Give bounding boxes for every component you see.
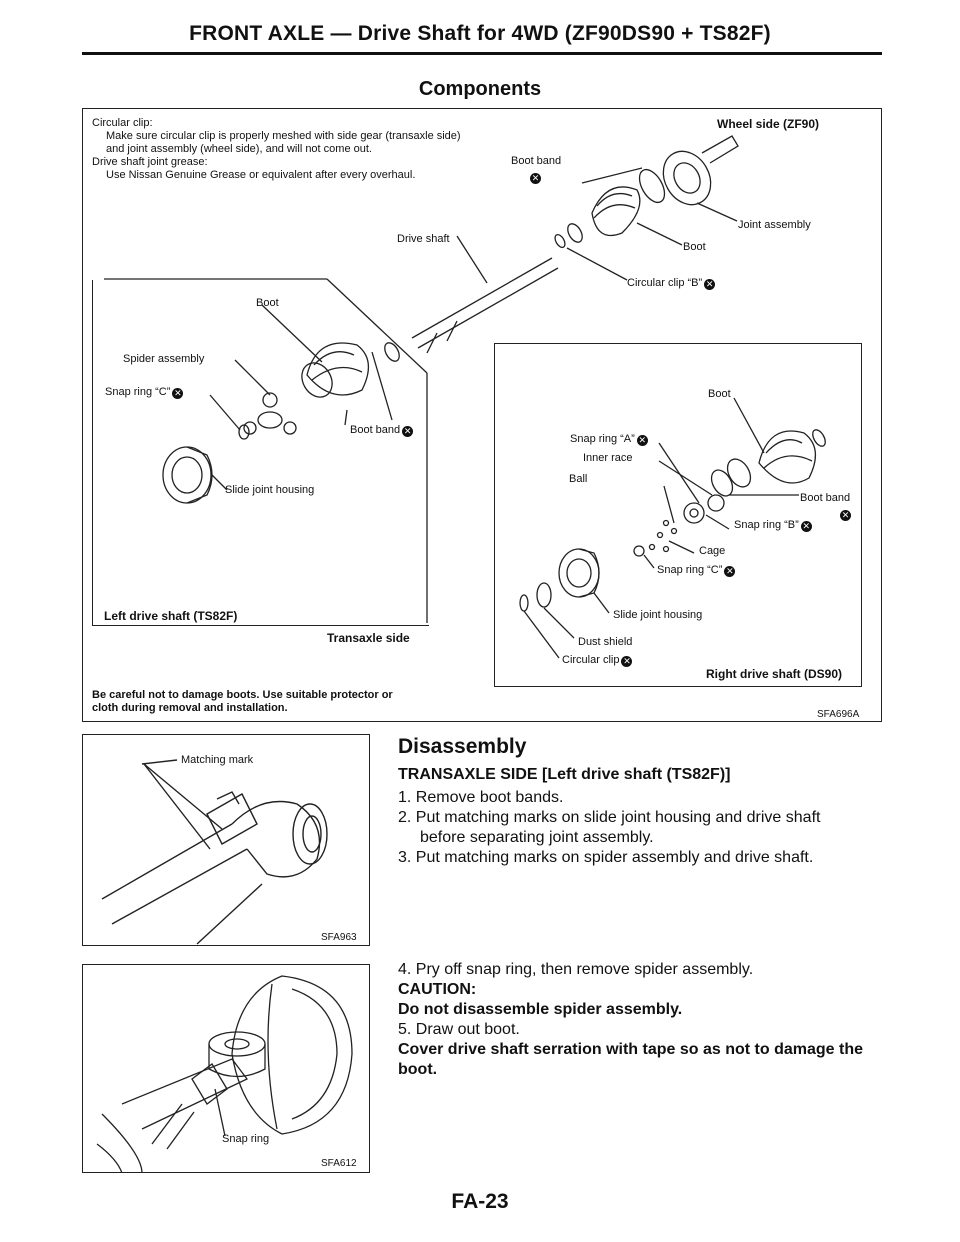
transaxle-side-label: Transaxle side [327,631,410,645]
right-snap-ring-a-label: Snap ring “A” ✕ [570,433,647,445]
right-snap-ring-b-label: Snap ring “B” ✕ [734,519,811,531]
left-snap-ring-c-label: Snap ring “C” ✕ [105,386,182,398]
wheel-joint-assembly-label: Joint assembly [738,219,811,231]
right-inner-race-label: Inner race [583,452,633,464]
wheel-boot-label: Boot [683,241,706,253]
non-reusable-icon: ✕ [802,521,811,531]
non-reusable-icon: ✕ [726,566,734,576]
left-slide-joint-housing-label: Slide joint housing [225,484,315,496]
non-reusable-icon: ✕ [705,279,714,289]
left-spider-assembly-label: Spider assembly [123,353,205,365]
right-drive-shaft-title: Right drive shaft (DS90) [706,667,843,681]
note-grease-line: Use Nissan Genuine Grease or equivalent after every overhaul. [106,169,416,181]
snap-ring-code: SFA612 [321,1158,357,1169]
note-circular-clip-title: Circular clip: [92,117,153,129]
non-reusable-icon: ✕ [174,388,182,398]
right-dust-shield-label: Dust shield [578,636,633,648]
matching-mark-code: SFA963 [321,932,357,943]
right-boot-label: Boot [708,388,731,400]
non-reusable-icon: ✕ [531,173,540,183]
page-header-title: FRONT AXLE — Drive Shaft for 4WD (ZF90DS90 + TS82F) [189,22,771,45]
left-shaft-drawing [92,280,432,626]
right-shaft-drawing [494,343,862,687]
step-5: 5. Draw out boot. [398,1021,520,1038]
non-reusable-icon: ✕ [403,426,412,436]
right-circular-clip-label: Circular clip ✕ [562,654,631,666]
components-caution-line1: Be careful not to damage boots. Use suitable protector or [92,689,393,701]
step-2a: 2. Put matching marks on slide joint housing and drive shaft [398,809,821,826]
disassembly-steps-4-5 [398,960,888,1080]
components-caution [92,689,393,715]
right-slide-joint-housing-label: Slide joint housing [613,609,703,621]
caution-label: CAUTION: [398,981,477,998]
caution-text: Do not disassemble spider assembly. [398,1001,683,1018]
step-2b: before separating joint assembly. [420,829,654,846]
right-snap-ring-c-label: Snap ring “C” ✕ [657,564,734,576]
page-number: FA-23 [451,1190,509,1213]
snap-ring-drawing [82,964,370,1173]
step-1: 1. Remove boot bands. [398,789,564,806]
note-circular-clip-line2: and joint assembly (wheel side), and will not come out. [106,143,372,155]
components-figure-code: SFA696A [817,709,860,720]
right-ball-label: Ball [569,473,588,485]
left-boot-label: Boot [256,297,279,309]
disassembly-subtitle: TRANSAXLE SIDE [Left drive shaft (TS82F)] [398,766,731,783]
right-cage-label: Cage [699,545,726,557]
right-boot-band-label: Boot band [800,492,851,504]
header-rule [82,52,882,55]
non-reusable-icon: ✕ [638,435,647,445]
non-reusable-icon: ✕ [841,510,850,520]
note-circular-clip-line1: Make sure circular clip is properly meshed with side gear (transaxle side) [106,130,461,142]
snap-ring-label: Snap ring [222,1133,270,1145]
wheel-boot-band-label: Boot band [511,155,562,167]
drive-shaft-label: Drive shaft [397,233,450,245]
note-grease-title: Drive shaft joint grease: [92,156,208,168]
components-caution-line2: cloth during removal and installation. [92,702,288,714]
step-3: 3. Put matching marks on spider assembly and drive shaft. [398,849,814,866]
wheel-circular-clip-b-label: Circular clip “B” ✕ [627,277,714,289]
note-line-b: boot. [398,1061,438,1078]
matching-mark-drawing [82,734,370,946]
matching-mark-label: Matching mark [181,754,254,766]
note-line-a: Cover drive shaft serration with tape so as not to damage the [398,1041,863,1058]
left-boot-band-label: Boot band ✕ [350,424,412,436]
non-reusable-icon: ✕ [623,656,631,666]
wheel-side-title: Wheel side (ZF90) [717,117,820,131]
left-drive-shaft-title: Left drive shaft (TS82F) [104,609,238,623]
components-title: Components [418,78,542,100]
step-4: 4. Pry off snap ring, then remove spider assembly. [398,961,754,978]
disassembly-steps-1-3 [398,788,888,868]
disassembly-title: Disassembly [398,735,527,758]
